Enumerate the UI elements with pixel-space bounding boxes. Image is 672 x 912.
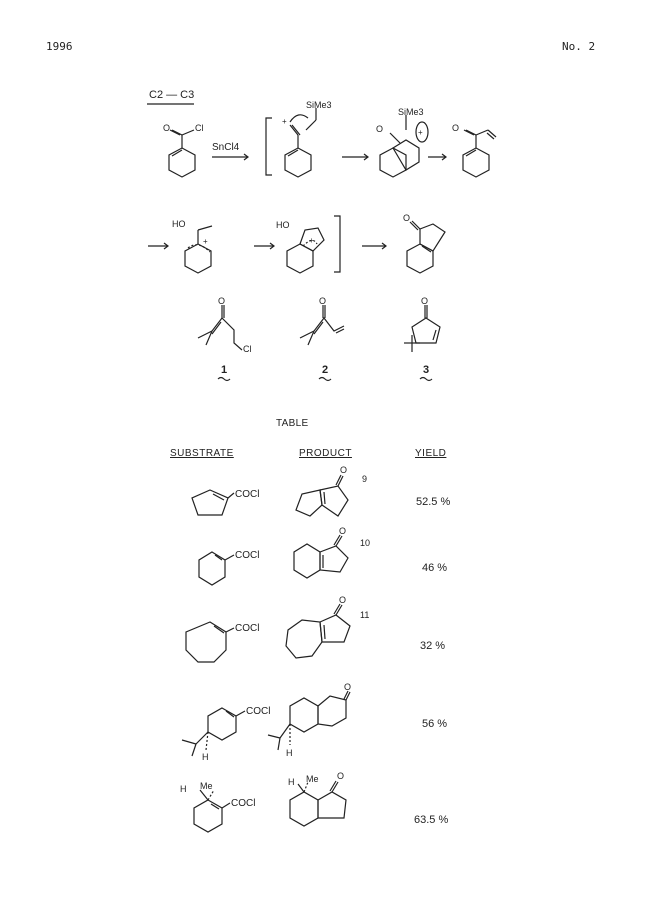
cocl-2: COCl: [235, 550, 260, 561]
reaction-scheme: [0, 0, 672, 400]
c1-o: O: [218, 296, 226, 306]
ref-9: 9: [362, 474, 368, 484]
bracket-right: [334, 216, 340, 272]
carbonyl-o-2: O: [376, 124, 384, 134]
reagent-label: SnCl4: [212, 142, 240, 153]
carbonyl-o: O: [163, 123, 171, 133]
compound-label-3: 3: [423, 364, 430, 376]
yield-row-5: 63.5 %: [414, 814, 449, 826]
table-row-3-product: [286, 595, 369, 658]
yield-row-2: 46 %: [422, 562, 448, 574]
cocl-5: COCl: [231, 798, 256, 809]
plus-sign-1: +: [282, 117, 287, 126]
product-o-1: O: [340, 465, 348, 475]
table-row-4-substrate: [182, 706, 270, 762]
product-o-5: O: [337, 771, 345, 781]
table-row-1-substrate: [192, 489, 259, 515]
ho-1: HO: [172, 219, 186, 229]
bracket-left: [266, 118, 272, 175]
table-structures: [0, 460, 672, 900]
hydroxy-pentadienyl-cation-structure: [172, 219, 212, 273]
h-4: H: [202, 752, 209, 762]
plus-sign-2: +: [418, 128, 423, 137]
header-yield: YIELD: [415, 448, 447, 459]
cocl-1: COCl: [235, 489, 260, 500]
product-h-5: H: [288, 777, 295, 787]
table-row-4-product: [268, 682, 351, 758]
compound-label-1: 1: [221, 364, 228, 376]
issue-number: No. 2: [562, 40, 596, 53]
table-row-2-substrate: [199, 550, 259, 585]
ho-2: HO: [276, 220, 290, 230]
table-row-3-substrate: [186, 622, 259, 662]
compound-label-2: 2: [322, 364, 329, 376]
tilde-1: [218, 378, 230, 381]
acylium-complex-structure: [282, 100, 332, 177]
acid-chloride-structure: [163, 123, 204, 177]
tilde-2: [319, 378, 331, 381]
chloride-cl: Cl: [195, 123, 204, 133]
divinyl-ketone-structure: [452, 123, 496, 177]
yield-row-3: 32 %: [420, 640, 446, 652]
plus-sign-4: +: [309, 236, 314, 245]
h-5: H: [180, 784, 187, 794]
simes-1: SiMe3: [306, 100, 332, 110]
hydrindenone-structure: [403, 213, 445, 273]
silyl-cation-structure: [376, 107, 428, 177]
ref-10: 10: [360, 538, 371, 548]
yield-row-4: 56 %: [422, 718, 448, 730]
table-title: TABLE: [276, 418, 309, 429]
carbonyl-o-3: O: [452, 123, 460, 133]
product-me-5: Me: [306, 774, 319, 784]
c2-o: O: [319, 296, 327, 306]
table-row-2-product: [294, 526, 370, 578]
product-o-2: O: [339, 526, 347, 536]
cocl-4: COCl: [246, 706, 271, 717]
yield-row-1: 52.5 %: [416, 496, 451, 508]
tilde-3: [420, 378, 432, 381]
product-h-4: H: [286, 748, 293, 758]
table-row-1-product: [296, 465, 367, 516]
header-product: PRODUCT: [299, 448, 352, 459]
product-o-3: O: [339, 595, 347, 605]
plus-sign-3: +: [203, 237, 208, 246]
table-row-5-substrate: [180, 781, 255, 832]
compound-3-structure: [404, 296, 440, 352]
page-year: 1996: [46, 40, 73, 53]
step-label: C2 — C3: [149, 89, 195, 101]
ref-11: 11: [360, 610, 370, 620]
table-row-5-product: [288, 771, 346, 826]
c1-cl: Cl: [243, 344, 252, 354]
cocl-3: COCl: [235, 623, 260, 634]
simes-2: SiMe3: [398, 107, 424, 117]
header-substrate: SUBSTRATE: [170, 448, 234, 459]
product-o-4: O: [344, 682, 352, 692]
compound-1-structure: [198, 296, 252, 354]
carbonyl-o-4: O: [403, 213, 411, 223]
c3-o: O: [421, 296, 429, 306]
me-5: Me: [200, 781, 213, 791]
cyclized-cation-structure: [276, 220, 324, 273]
compound-2-structure: [300, 296, 344, 345]
